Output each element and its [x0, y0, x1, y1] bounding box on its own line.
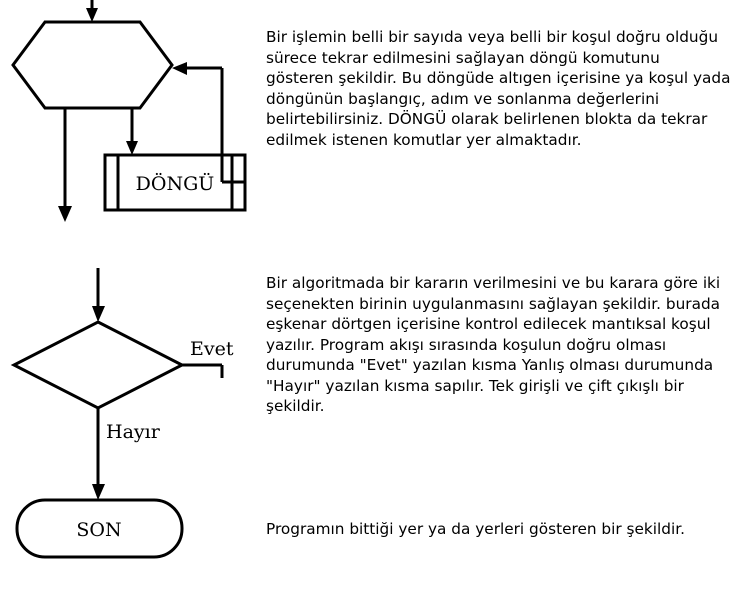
yes-branch-line — [182, 365, 222, 378]
loop-hexagon-shape — [13, 22, 172, 108]
hexagon-to-loop-block-arrow — [126, 108, 138, 155]
terminator-end-label: SON — [76, 519, 122, 541]
end-description-paragraph: Programın bittiği yer ya da yerleri gösteren bir şekildir. — [266, 520, 685, 539]
arrow-into-diamond — [92, 268, 105, 322]
loop-exit-down-arrow — [58, 108, 72, 222]
loop-description-paragraph: Bir işlemin belli bir sayıda veya belli bir koşul doğru olduğu sürece tekrar edilmesini sağlayan döngü komutunu gösteren şekildir. Bu döngüde altıgen içerisine ya koşul yada döngünün başlangıç, adım ve sonlanma değerlerini belirtebilirsiniz. DÖNGÜ olarak belirlenen blokta da tekrar edilmek istenen komutlar yer almaktadır. — [266, 28, 731, 149]
decision-diamond-shape — [14, 322, 182, 408]
no-branch-arrow — [92, 408, 105, 500]
flowchart-svg — [0, 0, 260, 595]
loop-block-label: DÖNGÜ — [135, 173, 215, 195]
flowchart-column — [0, 0, 260, 595]
description-column — [266, 0, 746, 595]
branch-label-yes: Evet — [190, 338, 234, 360]
arrow-into-hexagon — [86, 0, 98, 22]
decision-description-paragraph: Bir algoritmada bir kararın verilmesini ve bu karara göre iki seçenekten birinin uygulanmasını sağlayan şekildir. burada eşkenar dörtgen içerisine kontrol edilecek mantıksal koşul yazılır. Program akışı sırasında koşulun doğru olması durumunda "Evet" yazılan kısma Yanlış olması durumunda "Hayır" yazılan kısma sapılır. Tek girişli ve çift çıkışlı bir şekildir. — [266, 274, 721, 416]
branch-label-no: Hayır — [106, 421, 160, 443]
